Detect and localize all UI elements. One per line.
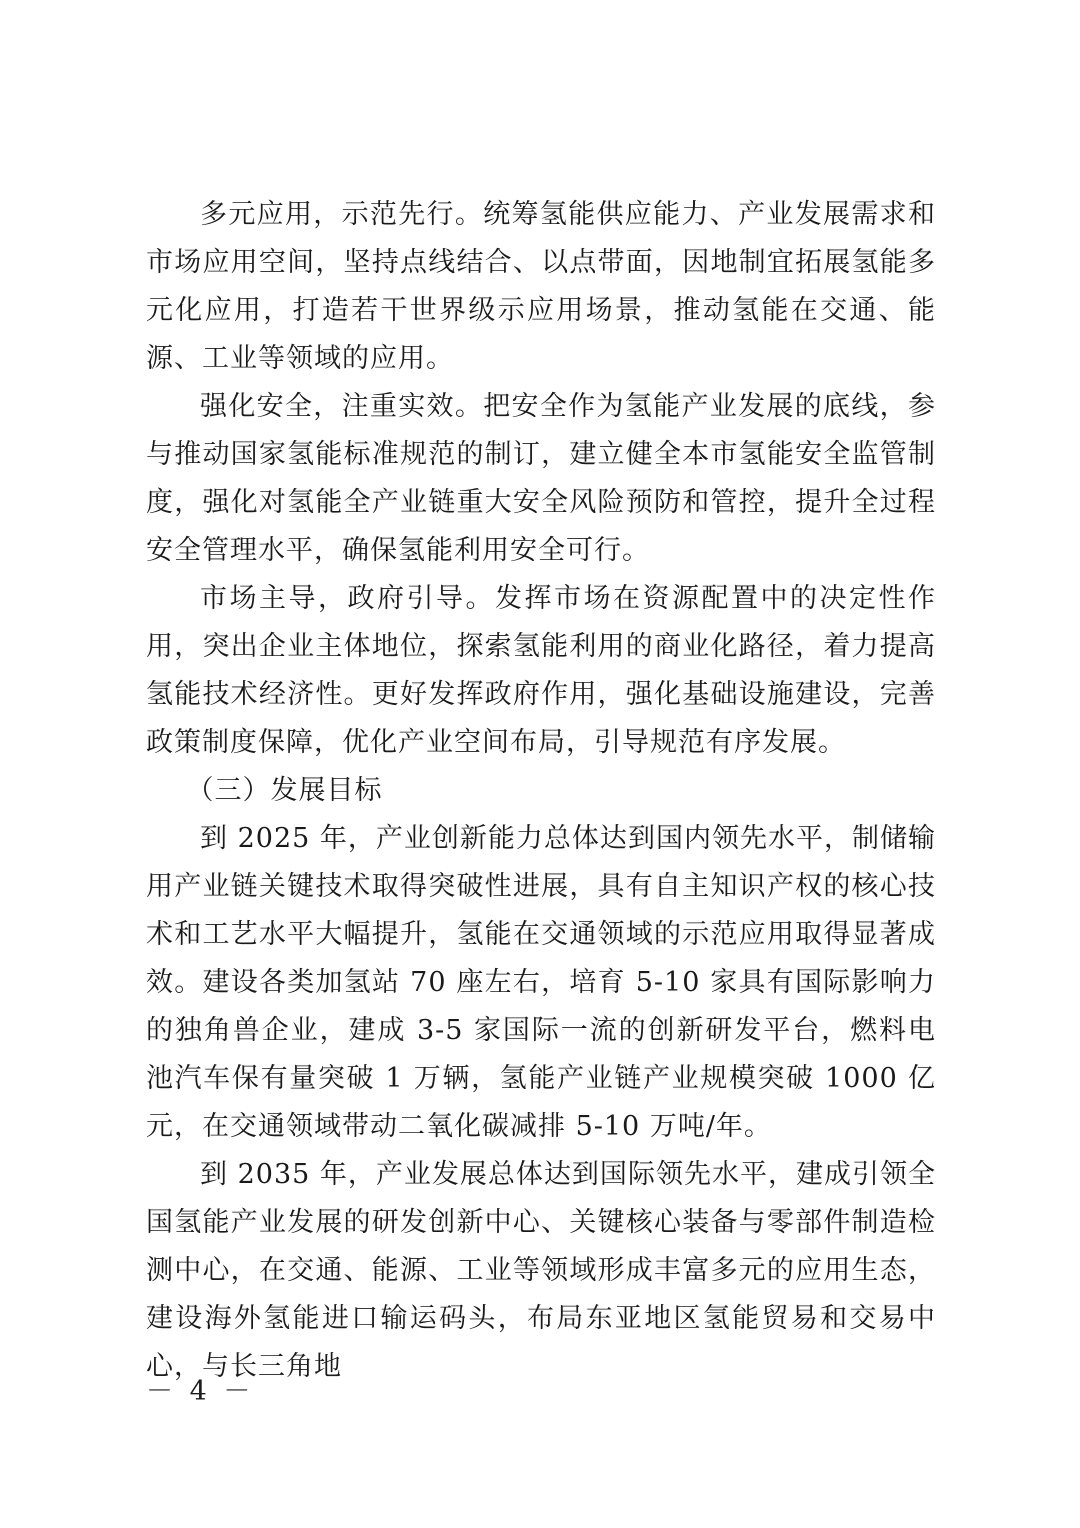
paragraph-safety: 强化安全，注重实效。把安全作为氢能产业发展的底线，参与推动国家氢能标准规范的制订，建立健全本市氢能安全监管制度，强化对氢能全产业链重大安全风险预防和管控，提升全过程安全管理水平，确保氢能利用安全可行。: [146, 391, 936, 566]
paragraph-goal-2025: 到 2025 年，产业创新能力总体达到国内领先水平，制储输用产业链关键技术取得突破性进展，具有自主知识产权的核心技术和工艺水平大幅提升，氢能在交通领域的示范应用取得显著成效。建设各类加氢站 70 座左右，培育 5-10 家具有国际影响力的独角兽企业，建成 3-5 家国际一流的创新研发平台，燃料电池汽车保有量突破 1 万辆，氢能产业链产业规模突破 1000 亿元，在交通领域带动二氧化碳减排 5-10 万吨/年。: [146, 823, 936, 1142]
page-number: － 4 －: [146, 1376, 255, 1407]
body-text: [146, 191, 936, 1391]
paragraph-diversified-application: 多元应用，示范先行。统筹氢能供应能力、产业发展需求和市场应用空间，坚持点线结合、以点带面，因地制宜拓展氢能多元化应用，打造若干世界级示应用场景，推动氢能在交通、能源、工业等领域的应用。: [146, 199, 936, 374]
section-heading: （三）发展目标: [186, 775, 383, 806]
paragraph-market-led: 市场主导，政府引导。发挥市场在资源配置中的决定性作用，突出企业主体地位，探索氢能利用的商业化路径，着力提高氢能技术经济性。更好发挥政府作用，强化基础设施建设，完善政策制度保障，优化产业空间布局，引导规范有序发展。: [146, 583, 936, 758]
paragraph-goal-2035: 到 2035 年，产业发展总体达到国际领先水平，建成引领全国氢能产业发展的研发创新中心、关键核心装备与零部件制造检测中心，在交通、能源、工业等领域形成丰富多元的应用生态，建设海外氢能进口输运码头，布局东亚地区氢能贸易和交易中心，与长三角地: [146, 1159, 936, 1382]
